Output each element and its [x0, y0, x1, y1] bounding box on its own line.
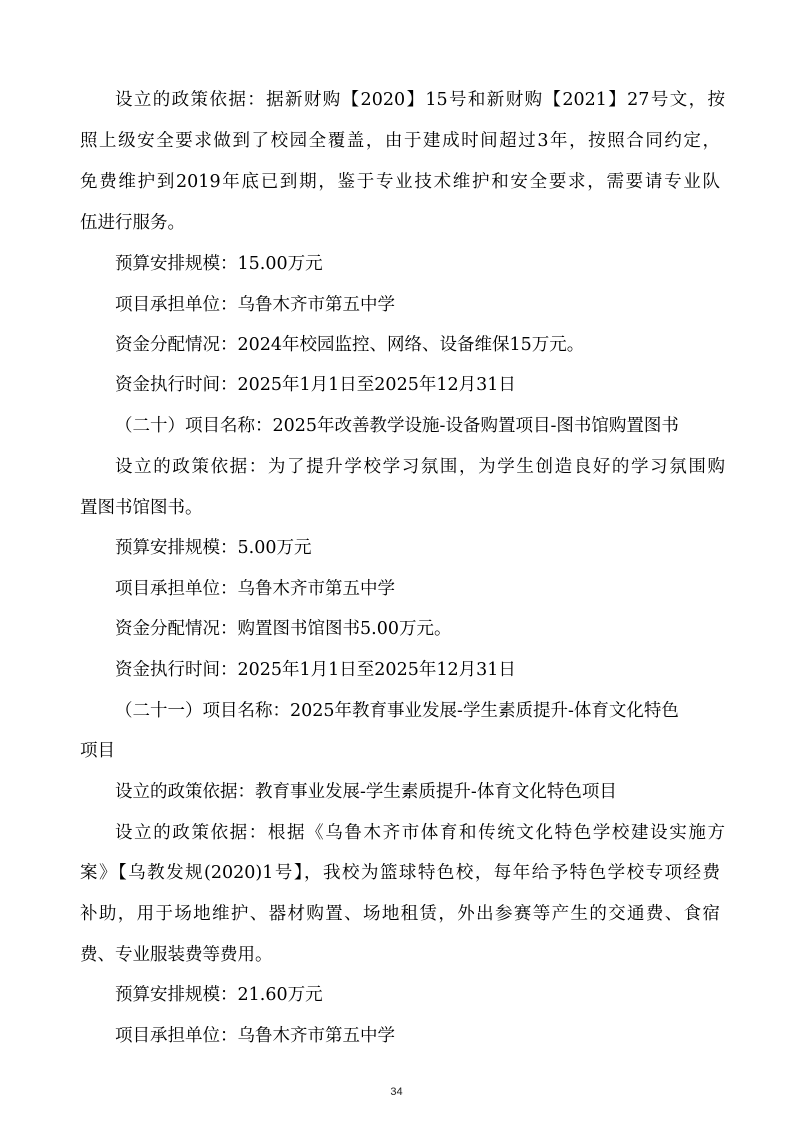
responsible-unit-line: 项目承担单位：乌鲁木齐市第五中学: [115, 295, 395, 315]
fund-allocation-line: 资金分配情况：2024年校园监控、网络、设备维保15万元。: [115, 335, 585, 355]
paragraph-line: 补助，用于场地维护、器材购置、场地租赁，外出参赛等产生的交通费、食宿: [80, 904, 720, 924]
budget-scale-line: 预算安排规模：15.00万元: [115, 254, 323, 274]
page-number: 34: [390, 1086, 403, 1098]
paragraph-line: 伍进行服务。: [80, 213, 185, 233]
project-name-heading: （二十）项目名称：2025年改善教学设施-设备购置项目-图书馆购置图书: [115, 416, 679, 436]
paragraph-line: 设立的政策依据：据新财购【2020】15号和新财购【2021】27号文，按: [115, 90, 725, 110]
paragraph-line: 免费维护到2019年底已到期，鉴于专业技术维护和安全要求，需要请专业队: [80, 172, 720, 192]
paragraph-line: 照上级安全要求做到了校园全覆盖，由于建成时间超过3年，按照合同约定，: [80, 131, 720, 151]
paragraph-line: 设立的政策依据：为了提升学校学习氛围，为学生创造良好的学习氛围购: [115, 457, 725, 477]
paragraph-line: 案》【乌教发规(2020)1号】，我校为篮球特色校，每年给予特色学校专项经费: [80, 863, 720, 883]
paragraph-line: 费、专业服装费等费用。: [80, 945, 273, 965]
fund-allocation-line: 资金分配情况：购置图书馆图书5.00万元。: [115, 619, 452, 639]
project-name-heading: （二十一）项目名称：2025年教育事业发展-学生素质提升-体育文化特色: [115, 701, 679, 721]
budget-scale-line: 预算安排规模：21.60万元: [115, 985, 323, 1005]
responsible-unit-line: 项目承担单位：乌鲁木齐市第五中学: [115, 1026, 395, 1046]
execution-time-line: 资金执行时间：2025年1月1日至2025年12月31日: [115, 660, 516, 680]
paragraph-line: 设立的政策依据：根据《乌鲁木齐市体育和传统文化特色学校建设实施方: [115, 823, 725, 843]
policy-basis-line: 设立的政策依据：教育事业发展-学生素质提升-体育文化特色项目: [115, 782, 617, 802]
paragraph-line: 项目: [80, 741, 115, 761]
paragraph-line: 置图书馆图书。: [80, 498, 203, 518]
responsible-unit-line: 项目承担单位：乌鲁木齐市第五中学: [115, 579, 395, 599]
budget-scale-line: 预算安排规模：5.00万元: [115, 538, 312, 558]
execution-time-line: 资金执行时间：2025年1月1日至2025年12月31日: [115, 375, 516, 395]
